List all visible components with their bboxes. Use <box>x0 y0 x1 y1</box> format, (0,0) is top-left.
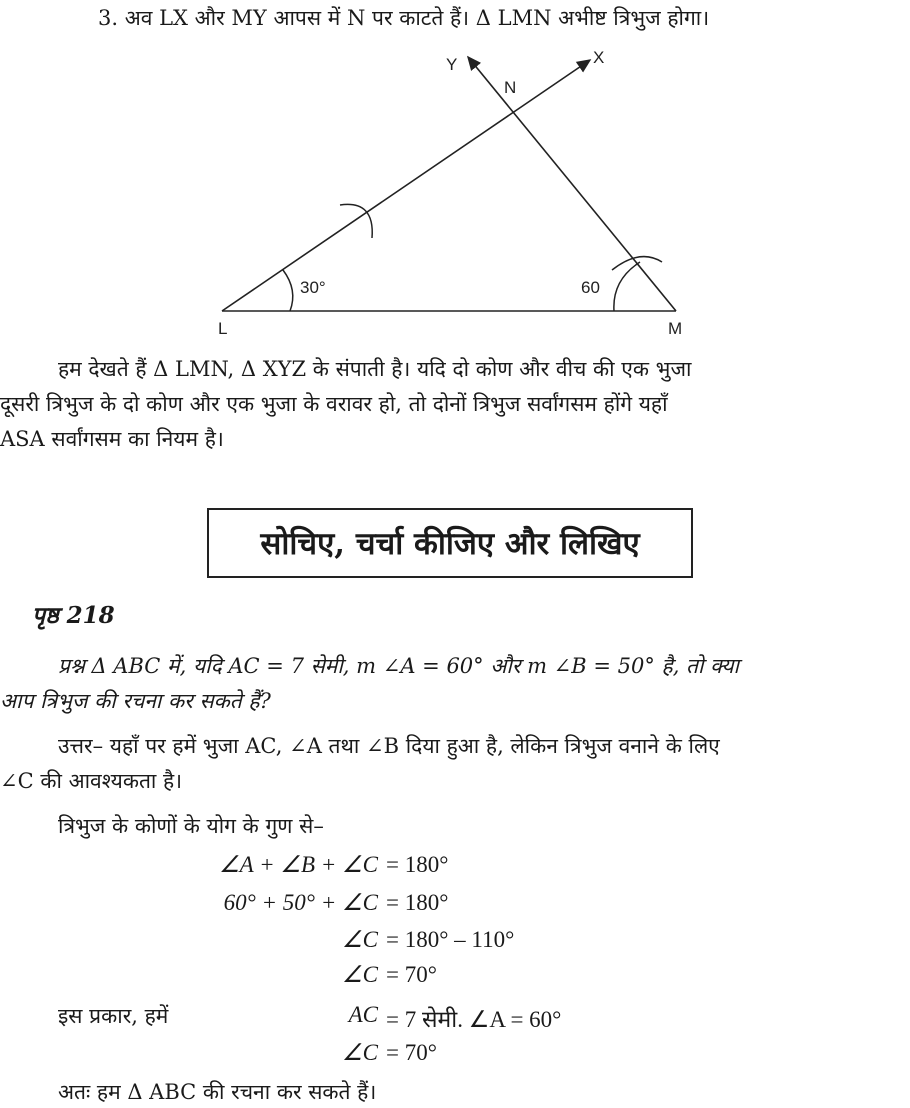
label-n: N <box>504 78 517 97</box>
step-3-text: 3. अव LX और MY आपस में N पर काटते हैं। Δ LMN अभीष्ट त्रिभुज होगा। <box>98 6 710 30</box>
sum-intro: त्रिभुज के कोणों के योग के गुण से– <box>58 814 324 838</box>
section-heading: सोचिए, चर्चा कीजिए और लिखिए <box>260 526 640 562</box>
equation-lhs: ∠A + ∠B + ∠C <box>219 852 378 877</box>
angle-label-m: 60 <box>581 278 600 297</box>
ray-lx <box>222 60 590 311</box>
paragraph-line: दूसरी त्रिभुज के दो कोण और एक भुजा के वरावर हो, तो दोनों त्रिभुज सर्वांगसम होंगे यहाँ <box>0 392 668 416</box>
question-line: आप त्रिभुज की रचना कर सकते हैं? <box>0 689 271 713</box>
angle-label-l: 30° <box>300 278 326 297</box>
label-m: M <box>668 319 683 338</box>
equation-rhs: = 70° <box>386 962 437 987</box>
section-heading-box <box>207 508 693 578</box>
angle-arc-m <box>614 262 640 311</box>
question-line: प्रश्न Δ ABC में, यदि AC = 7 सेमी, m ∠A = 60° और m ∠B = 50° है, तो क्या <box>58 654 739 678</box>
equation-lhs: ∠C <box>342 962 378 987</box>
equation-lhs: 60° + 50° + ∠C <box>223 890 378 915</box>
angle-arc-l <box>283 270 293 311</box>
equation-rhs: = 7 सेमी. ∠A = 60° <box>386 1007 562 1032</box>
answer-line: उत्तर– यहाँ पर हमें भुजा AC, ∠A तथा ∠B दिया हुआ है, लेकिन त्रिभुज वनाने के लिए <box>58 734 720 758</box>
equation-lhs: AC <box>348 1002 378 1027</box>
equation-rhs: = 70° <box>386 1040 437 1065</box>
equation-lhs: ∠C <box>342 927 378 952</box>
page-reference: पृष्ठ 218 <box>32 602 115 629</box>
arc-mark-l <box>340 204 372 238</box>
triangle-construction-diagram <box>0 0 910 345</box>
equation-rhs: = 180° <box>386 890 449 915</box>
paragraph-line: हम देखते हैं Δ LMN, Δ XYZ के संपाती है। यदि दो कोण और वीच की एक भुजा <box>58 357 692 381</box>
label-y: Y <box>446 55 458 74</box>
conclusion: अतः हम Δ ABC की रचना कर सकते हैं। <box>58 1080 377 1104</box>
label-l: L <box>218 319 228 338</box>
equation-rhs: = 180° – 110° <box>386 927 515 952</box>
equation-rhs: = 180° <box>386 852 449 877</box>
thus-label: इस प्रकार, हमें <box>58 1004 169 1028</box>
ray-my <box>468 57 676 311</box>
answer-line: ∠C की आवश्यकता है। <box>0 769 183 793</box>
equation-lhs: ∠C <box>342 1040 378 1065</box>
label-x: X <box>593 48 605 67</box>
paragraph-line: ASA सर्वांगसम का नियम है। <box>0 427 224 451</box>
